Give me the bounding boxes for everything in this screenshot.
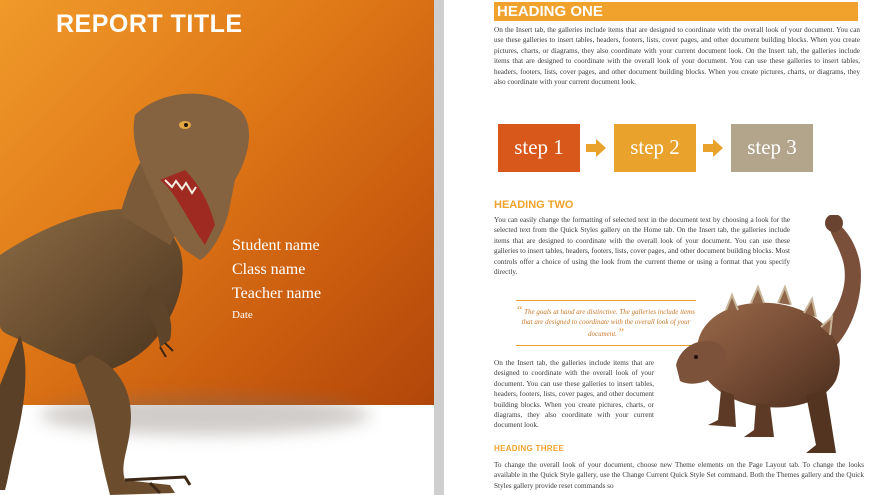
cover-page [0, 0, 434, 495]
ankylosaurus-image [666, 215, 880, 460]
paragraph-1[interactable]: On the Insert tab, the galleries include items that are designed to coordinate with the overall look of your document. You can use these galleries to insert tables, headers, footers, lists, cover pages, and other document building blocks. When you create pictures, charts, or diagrams, they also coordinate with your current document look. On the Insert tab, the galleries include items that are designed to coordinate with the overall look of your document. You can use these galleries to insert tables, headers, footers, lists, cover pages, and other document building blocks. When you create pictures, charts, or diagrams, they also coordinate with your current document look. [494, 26, 860, 87]
content-page [444, 0, 880, 495]
teacher-name[interactable]: Teacher name [232, 285, 322, 302]
paragraph-4[interactable]: To change the overall look of your document, choose new Theme elements on the Page Layout tab. To change the looks available in the Quick Style gallery, use the Change Current Quick Style Set command. Both the Themes gallery and the Quick Styles gallery provide reset commands so [494, 461, 864, 490]
paragraph-3[interactable]: On the Insert tab, the galleries include items that are designed to coordinate with the overall look of your document. You can use these galleries to insert tables, headers, footers, lists, cover pages, and other document building blocks. When you create pictures, charts, or diagrams, they also coordinate with your current document look. [494, 359, 654, 430]
paragraph-2[interactable]: You can easily change the formatting of selected text in the document text by choosing a look for the selected text from the Quick Styles gallery on the Home tab. On the Insert tab, the galleries include items that are designed to coordinate with the overall look of your document. You can use these galleries to insert tables, headers, footers, lists, cover pages, and other document building blocks. Most controls offer a choice of using the look from the current theme or using a format that you specify directly. [494, 216, 790, 277]
heading-two[interactable]: HEADING TWO [494, 199, 574, 211]
arrow-right-icon [586, 138, 606, 158]
steps-diagram [498, 124, 816, 172]
step-2-box[interactable]: step 2 [614, 124, 696, 172]
step-1-box[interactable]: step 1 [498, 124, 580, 172]
quote-close-mark: ” [618, 325, 625, 339]
step-3-box[interactable]: step 3 [731, 124, 813, 172]
student-name[interactable]: Student name [232, 237, 320, 254]
quote-text: The goals at hand are distinctive. The galleries include items that are designed to coordinate with the overall look of your document. [521, 308, 695, 338]
heading-three[interactable]: HEADING THREE [494, 444, 565, 453]
arrow-right-icon [703, 138, 723, 158]
cover-date[interactable]: Date [232, 309, 253, 321]
page-gutter [434, 0, 444, 495]
class-name[interactable]: Class name [232, 261, 306, 278]
quote-open-mark: “ [517, 303, 523, 317]
report-title[interactable]: REPORT TITLE [56, 10, 243, 38]
heading-one[interactable]: HEADING ONE [494, 2, 858, 21]
cover-info-block [232, 234, 321, 324]
